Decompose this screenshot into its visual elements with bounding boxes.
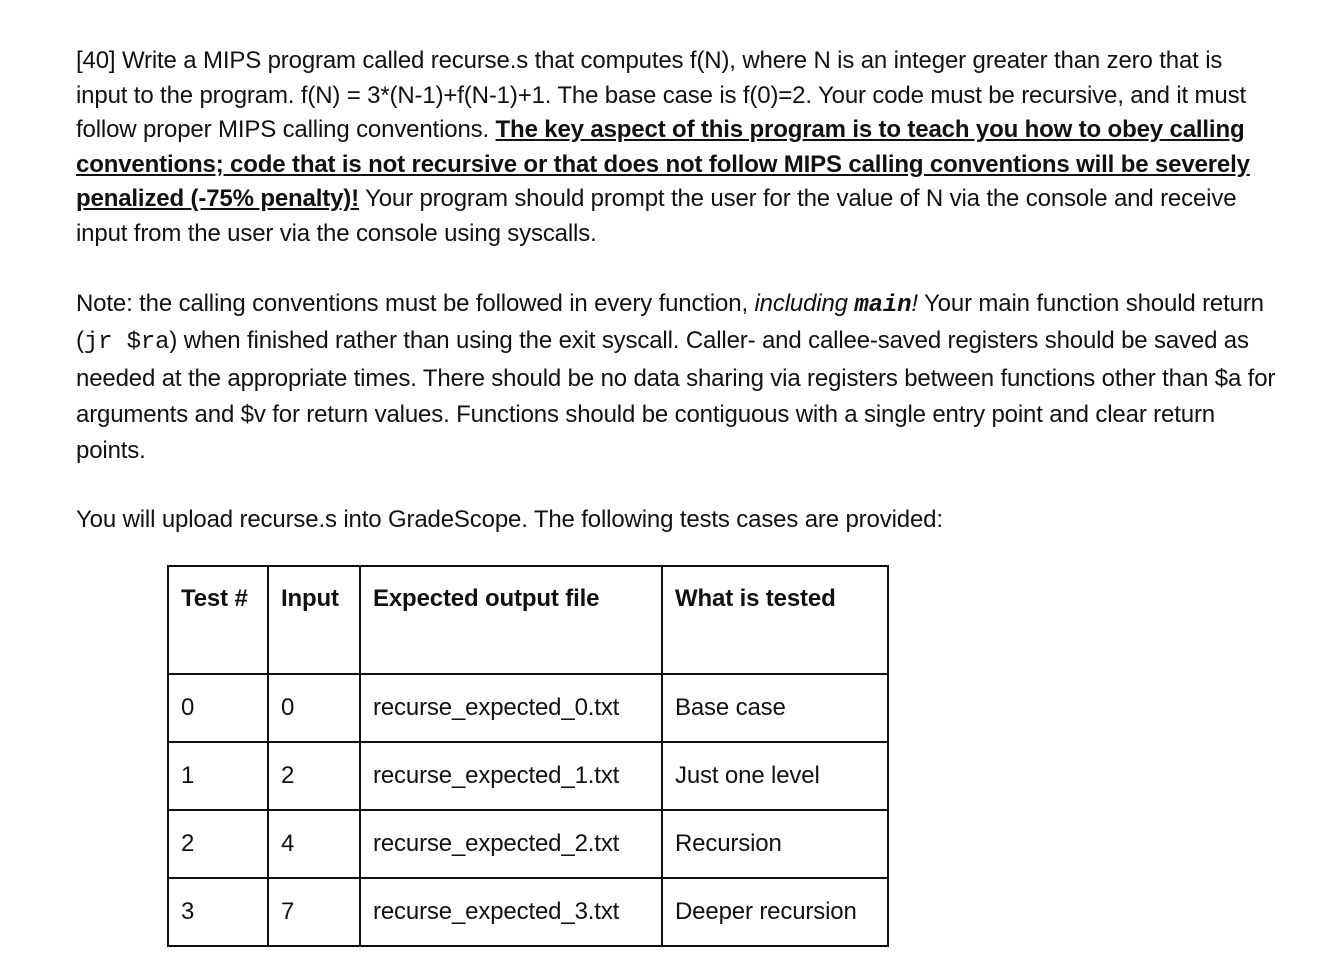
cell-expected-file: recurse_expected_0.txt — [360, 674, 662, 742]
cell-what-tested: Recursion — [662, 810, 888, 878]
note-bang: ! — [911, 289, 918, 317]
cell-expected-file: recurse_expected_1.txt — [360, 742, 662, 810]
header-what-tested: What is tested — [662, 566, 888, 674]
cell-test-number: 2 — [168, 810, 268, 878]
calling-convention-note — [76, 286, 1276, 469]
cell-test-number: 0 — [168, 674, 268, 742]
cell-input: 0 — [268, 674, 360, 742]
cell-input: 4 — [268, 810, 360, 878]
table-row — [168, 742, 888, 810]
note-part1: Note: the calling conventions must be followed in every function, — [76, 289, 755, 317]
problem-lead: [40] Write a MIPS program called recurse.s that computes f(N), where N is an integer greater than zero that is input to the program. f(N) = 3*(N-1)+f(N-1)+1. The base case is f(0)=2. Your code must be recursive, and it must follow proper MIPS calling conventions. — [76, 47, 1246, 144]
cell-what-tested: Deeper recursion — [662, 878, 888, 946]
cell-expected-file: recurse_expected_3.txt — [360, 878, 662, 946]
note-italic: including main! — [754, 289, 918, 319]
cell-expected-file: recurse_expected_2.txt — [360, 810, 662, 878]
table-header-row — [168, 566, 888, 674]
note-part2: Your main function should return ( — [76, 289, 1264, 355]
note-part3: ) when finished rather than using the exit syscall. Caller- and callee-saved registers should be saved as needed at the appropriate times. There should be no data sharing via registers between functions other than $a for arguments and $v for return values. Functions should be contiguous with a single entry point and clear return points. — [76, 327, 1276, 464]
cell-what-tested: Base case — [662, 674, 888, 742]
header-test-number: Test # — [168, 566, 268, 674]
cell-test-number: 1 — [168, 742, 268, 810]
problem-tail: Your program should prompt the user for the value of N via the console and receive input from the user via the console using syscalls. — [76, 185, 1237, 247]
cell-what-tested: Just one level — [662, 742, 888, 810]
return-code: jr $ra — [83, 329, 170, 357]
test-cases-table — [167, 565, 889, 947]
header-expected-output: Expected output file — [360, 566, 662, 674]
table-row — [168, 810, 888, 878]
problem-statement — [76, 44, 1276, 252]
header-input: Input — [268, 566, 360, 674]
assignment-text — [76, 44, 1276, 537]
cell-test-number: 3 — [168, 878, 268, 946]
cell-input: 7 — [268, 878, 360, 946]
table-row — [168, 878, 888, 946]
table-row — [168, 674, 888, 742]
main-code: main — [854, 291, 912, 319]
cell-input: 2 — [268, 742, 360, 810]
upload-instructions: You will upload recurse.s into GradeScope. The following tests cases are provided: — [76, 505, 943, 533]
penalty-warning: The key aspect of this program is to teach you how to obey calling conventions; code that is not recursive or that does not follow MIPS calling conventions will be severely penalized (-75% penalty)! — [76, 116, 1250, 213]
